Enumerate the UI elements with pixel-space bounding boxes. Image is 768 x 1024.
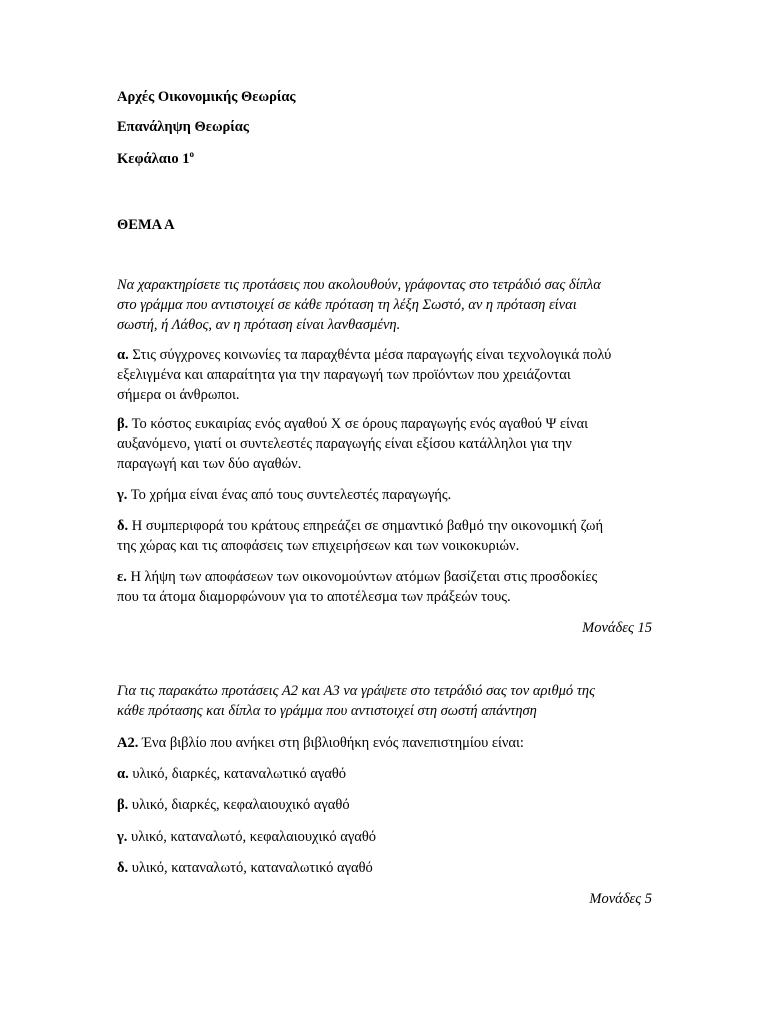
statement-d	[117, 517, 603, 535]
statement-line: που τα άτομα διαμορφώνουν για το αποτέλεσμα των πράξεών τους.	[117, 589, 511, 605]
item-letter: ε.	[117, 569, 127, 585]
item-letter: γ.	[117, 487, 128, 503]
option-b	[117, 796, 350, 814]
item-letter: δ.	[117, 518, 129, 534]
statement-line: παραγωγή και των δύο αγαθών.	[117, 456, 302, 472]
instruction-line: στο γράμμα που αντιστοιχεί σε κάθε πρόταση τη λέξη Σωστό, αν η πρόταση είναι	[117, 297, 577, 313]
instruction-line: σωστή, ή Λάθος, αν η πρόταση είναι λανθασμένη.	[117, 317, 401, 333]
option-c	[117, 828, 376, 846]
statement-c	[117, 486, 451, 504]
question-text: Ένα βιβλίο που ανήκει στη βιβλιοθήκη ενός πανεπιστημίου είναι:	[141, 735, 524, 751]
points-part2: Μονάδες 5	[589, 891, 652, 907]
instruction-line: κάθε πρότασης και δίπλα το γράμμα που αντιστοιχεί στη σωστή απάντηση	[117, 703, 537, 719]
chapter-title	[117, 150, 194, 168]
question-label: Α2.	[117, 735, 139, 751]
statement-line: της χώρας και τις αποφάσεις των επιχειρήσεων και των νοικοκυριών.	[117, 538, 520, 554]
statement-e	[117, 568, 597, 586]
option-text: υλικό, καταναλωτό, καταναλωτικό αγαθό	[131, 860, 373, 876]
subject-title: Αρχές Οικονομικής Θεωρίας	[117, 89, 296, 105]
statement-line: αυξανόμενο, γιατί οι συντελεστές παραγωγής είναι εξίσου κατάλληλοι για την	[117, 436, 572, 452]
instruction-line: Να χαρακτηρίσετε τις προτάσεις που ακολουθούν, γράφοντας στο τετράδιό σας δίπλα	[117, 277, 601, 293]
item-text: Η λήψη των αποφάσεων των οικονομούντων ατόμων βασίζεται στις προσδοκίες	[130, 569, 598, 585]
option-letter: δ.	[117, 860, 129, 876]
statement-line: εξελιγμένα και απαραίτητα για την παραγωγή των προϊόντων που χρειάζονται	[117, 367, 571, 383]
item-letter: β.	[117, 416, 129, 432]
option-d	[117, 859, 373, 877]
option-letter: β.	[117, 797, 129, 813]
section-title: Επανάληψη Θεωρίας	[117, 119, 250, 135]
item-letter: α.	[117, 347, 129, 363]
statement-line: σήμερα οι άνθρωποι.	[117, 387, 240, 403]
instruction-line: Για τις παρακάτω προτάσεις Α2 και Α3 να γράψετε στο τετράδιό σας τον αριθμό της	[117, 683, 595, 699]
theme-title: ΘΕΜΑ Α	[117, 217, 175, 233]
chapter-superscript: ο	[189, 149, 194, 159]
chapter-text: Κεφάλαιο 1	[117, 151, 190, 167]
item-text: Το κόστος ευκαιρίας ενός αγαθού Χ σε όρους παραγωγής ενός αγαθού Ψ είναι	[131, 416, 588, 432]
statement-a	[117, 346, 611, 364]
item-text: Το χρήμα είναι ένας από τους συντελεστές παραγωγής.	[130, 487, 452, 503]
option-text: υλικό, διαρκές, καταναλωτικό αγαθό	[132, 766, 347, 782]
points-part1: Μονάδες 15	[582, 620, 652, 636]
item-text: Στις σύγχρονες κοινωνίες τα παραχθέντα μέσα παραγωγής είναι τεχνολογικά πολύ	[132, 347, 612, 363]
option-text: υλικό, καταναλωτό, κεφαλαιουχικό αγαθό	[131, 829, 377, 845]
option-a	[117, 765, 346, 783]
option-text: υλικό, διαρκές, κεφαλαιουχικό αγαθό	[131, 797, 350, 813]
statement-b	[117, 415, 588, 433]
option-letter: α.	[117, 766, 129, 782]
option-letter: γ.	[117, 829, 128, 845]
item-text: Η συμπεριφορά του κράτους επηρεάζει σε σημαντικό βαθμό την οικονομική ζωή	[131, 518, 604, 534]
question-a2	[117, 734, 524, 752]
